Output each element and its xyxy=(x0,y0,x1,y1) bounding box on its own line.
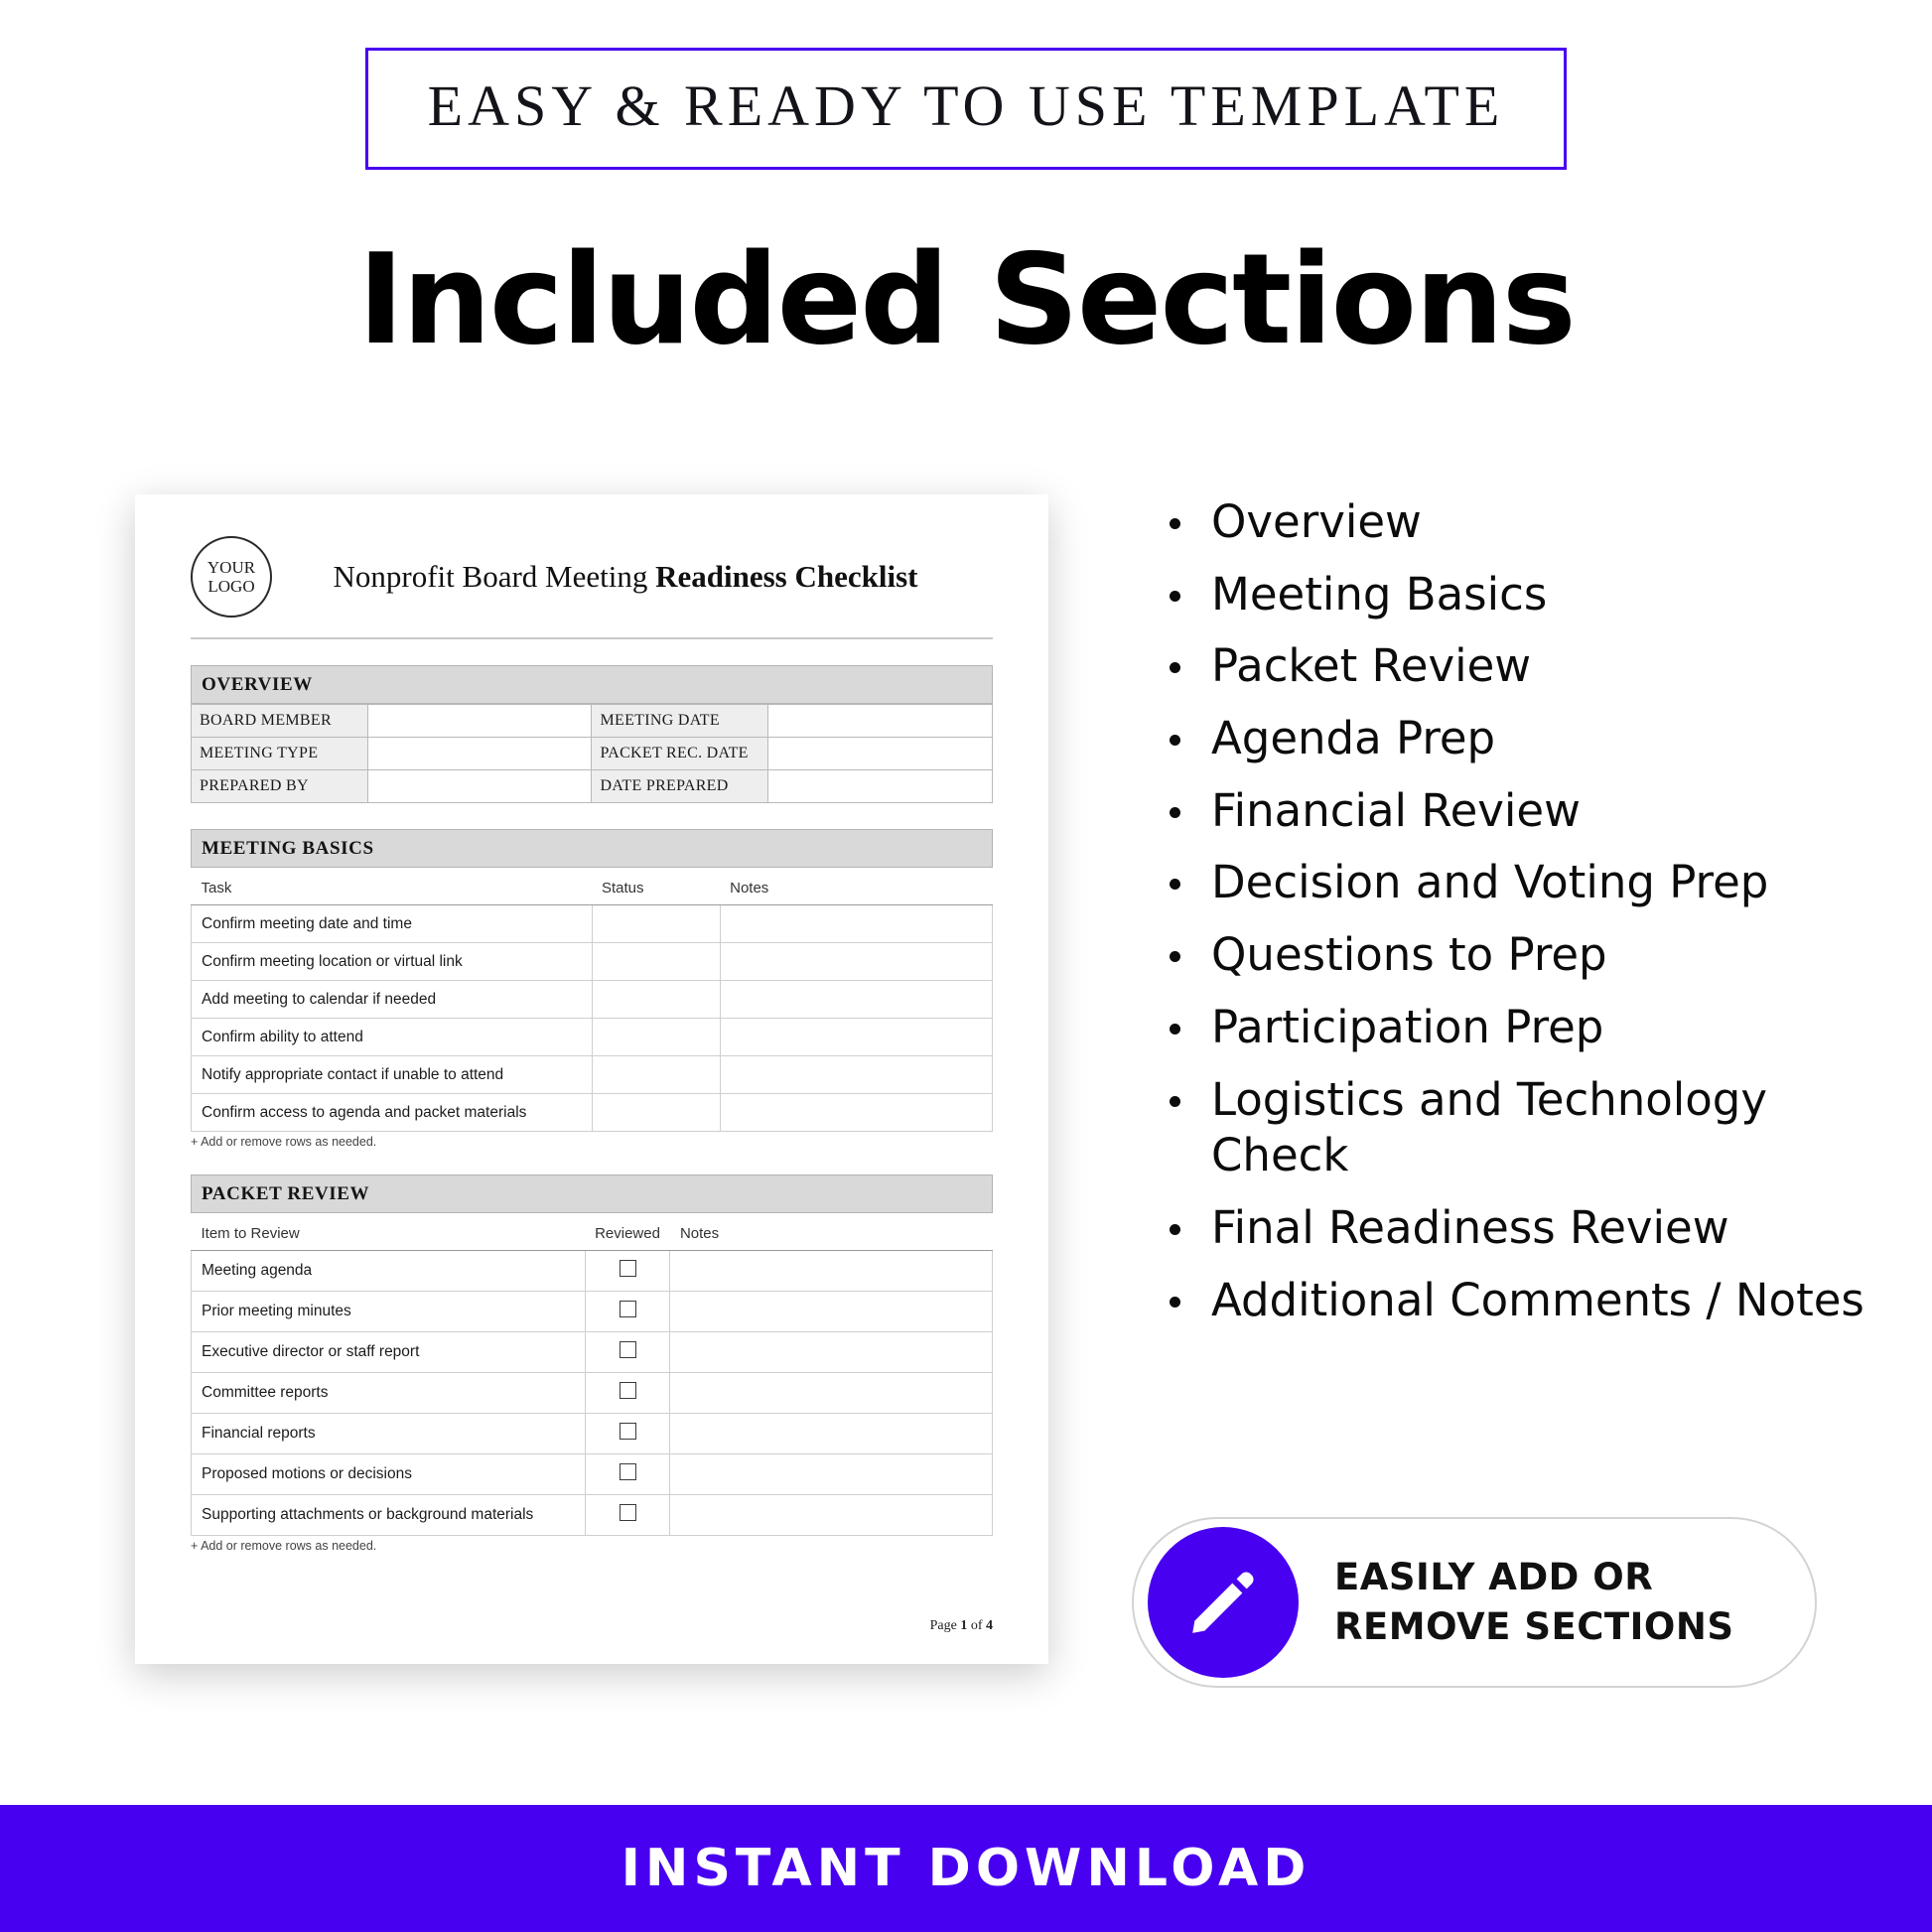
overview-value[interactable] xyxy=(768,770,993,803)
page-total: 4 xyxy=(986,1618,993,1633)
cta-pill[interactable] xyxy=(1132,1517,1817,1688)
checkbox-icon[interactable] xyxy=(620,1463,636,1480)
notes-cell[interactable] xyxy=(670,1292,993,1332)
list-item: Agenda Prep xyxy=(1152,711,1876,767)
table-row xyxy=(192,1251,993,1292)
reviewed-cell[interactable] xyxy=(585,1454,670,1495)
notes-cell[interactable] xyxy=(720,1094,992,1132)
notes-cell[interactable] xyxy=(720,943,992,981)
table-row xyxy=(192,1019,993,1056)
table-row xyxy=(192,905,993,943)
checkbox-icon[interactable] xyxy=(620,1260,636,1277)
top-banner-text: EASY & READY TO USE TEMPLATE xyxy=(427,73,1505,138)
notes-cell[interactable] xyxy=(670,1454,993,1495)
table-row xyxy=(192,738,993,770)
list-item: Questions to Prep xyxy=(1152,927,1876,984)
checkbox-icon[interactable] xyxy=(620,1301,636,1317)
cta-text xyxy=(1334,1553,1734,1652)
document-title-regular: Nonprofit Board Meeting xyxy=(333,559,656,594)
notes-cell[interactable] xyxy=(720,1019,992,1056)
table-row xyxy=(192,1094,993,1132)
cta-line-2: REMOVE SECTIONS xyxy=(1334,1605,1734,1648)
cta-line-1: EASILY ADD OR xyxy=(1334,1556,1654,1599)
list-item: Final Readiness Review xyxy=(1152,1200,1876,1257)
document-title xyxy=(298,559,993,595)
task-label: Notify appropriate contact if unable to attend xyxy=(192,1056,593,1094)
logo-line-1: YOUR xyxy=(207,557,256,577)
status-cell[interactable] xyxy=(592,943,720,981)
table-row xyxy=(192,981,993,1019)
overview-label: BOARD MEMBER xyxy=(192,705,368,738)
reviewed-cell[interactable] xyxy=(585,1292,670,1332)
status-cell[interactable] xyxy=(592,905,720,943)
list-item: Additional Comments / Notes xyxy=(1152,1273,1876,1329)
top-banner xyxy=(365,48,1567,170)
table-row xyxy=(192,1373,993,1414)
overview-label: PREPARED BY xyxy=(192,770,368,803)
logo-placeholder xyxy=(191,536,272,618)
task-label: Confirm meeting location or virtual link xyxy=(192,943,593,981)
top-banner-container xyxy=(0,48,1932,170)
overview-table xyxy=(191,704,993,803)
overview-label: PACKET REC. DATE xyxy=(592,738,768,770)
table-header-row xyxy=(192,1221,993,1251)
checkbox-icon[interactable] xyxy=(620,1504,636,1521)
overview-label: MEETING TYPE xyxy=(192,738,368,770)
list-item: Financial Review xyxy=(1152,783,1876,840)
task-label: Confirm meeting date and time xyxy=(192,905,593,943)
reviewed-cell[interactable] xyxy=(585,1414,670,1454)
pencil-icon xyxy=(1180,1560,1266,1645)
section-heading-overview: OVERVIEW xyxy=(191,665,993,704)
section-heading-packet-review: PACKET REVIEW xyxy=(191,1174,993,1213)
table-row xyxy=(192,1414,993,1454)
list-item: Participation Prep xyxy=(1152,1000,1876,1056)
notes-cell[interactable] xyxy=(670,1414,993,1454)
table-row xyxy=(192,1332,993,1373)
document-title-bold: Readiness Checklist xyxy=(655,559,918,594)
sections-list xyxy=(1152,494,1876,1344)
checkbox-icon[interactable] xyxy=(620,1382,636,1399)
table-header-row xyxy=(192,876,993,905)
table-row xyxy=(192,1056,993,1094)
document-header xyxy=(191,536,993,639)
status-cell[interactable] xyxy=(592,1056,720,1094)
page-label-prefix: Page xyxy=(929,1618,961,1633)
item-label: Financial reports xyxy=(192,1414,586,1454)
item-label: Supporting attachments or background materials xyxy=(192,1495,586,1536)
document-body xyxy=(135,494,1048,1664)
meeting-basics-table xyxy=(191,876,993,1132)
checkbox-icon[interactable] xyxy=(620,1423,636,1440)
status-cell[interactable] xyxy=(592,1019,720,1056)
reviewed-cell[interactable] xyxy=(585,1373,670,1414)
page-title: Included Sections xyxy=(357,226,1575,372)
table-row xyxy=(192,770,993,803)
table-row xyxy=(192,943,993,981)
notes-cell[interactable] xyxy=(720,905,992,943)
page-current: 1 xyxy=(960,1618,968,1633)
column-header-item: Item to Review xyxy=(192,1221,586,1251)
section-heading-meeting-basics: MEETING BASICS xyxy=(191,829,993,868)
list-item: Packet Review xyxy=(1152,638,1876,695)
notes-cell[interactable] xyxy=(670,1332,993,1373)
table-row xyxy=(192,1292,993,1332)
reviewed-cell[interactable] xyxy=(585,1332,670,1373)
status-cell[interactable] xyxy=(592,1094,720,1132)
list-item: Decision and Voting Prep xyxy=(1152,855,1876,911)
overview-value[interactable] xyxy=(367,770,592,803)
overview-value[interactable] xyxy=(367,738,592,770)
reviewed-cell[interactable] xyxy=(585,1251,670,1292)
overview-value[interactable] xyxy=(768,738,993,770)
packet-review-footnote: + Add or remove rows as needed. xyxy=(191,1539,377,1553)
list-item: Meeting Basics xyxy=(1152,567,1876,623)
table-row xyxy=(192,1495,993,1536)
table-row xyxy=(192,705,993,738)
document-preview xyxy=(135,494,1048,1664)
item-label: Committee reports xyxy=(192,1373,586,1414)
notes-cell[interactable] xyxy=(670,1373,993,1414)
list-item: Logistics and Technology Check xyxy=(1152,1072,1876,1184)
notes-cell[interactable] xyxy=(720,981,992,1019)
meeting-basics-footnote: + Add or remove rows as needed. xyxy=(191,1135,377,1149)
column-header-reviewed: Reviewed xyxy=(585,1221,670,1251)
item-label: Prior meeting minutes xyxy=(192,1292,586,1332)
reviewed-cell[interactable] xyxy=(585,1495,670,1536)
page-middle: of xyxy=(967,1618,986,1633)
column-header-notes: Notes xyxy=(720,876,992,905)
task-label: Add meeting to calendar if needed xyxy=(192,981,593,1019)
checkbox-icon[interactable] xyxy=(620,1341,636,1358)
task-label: Confirm access to agenda and packet materials xyxy=(192,1094,593,1132)
task-label: Confirm ability to attend xyxy=(192,1019,593,1056)
item-label: Executive director or staff report xyxy=(192,1332,586,1373)
item-label: Meeting agenda xyxy=(192,1251,586,1292)
item-label: Proposed motions or decisions xyxy=(192,1454,586,1495)
status-cell[interactable] xyxy=(592,981,720,1019)
notes-cell[interactable] xyxy=(720,1056,992,1094)
overview-value[interactable] xyxy=(367,705,592,738)
logo-line-2: LOGO xyxy=(207,577,255,596)
overview-label: DATE PREPARED xyxy=(592,770,768,803)
column-header-notes: Notes xyxy=(670,1221,993,1251)
overview-value[interactable] xyxy=(768,705,993,738)
footer-bar xyxy=(0,1805,1932,1932)
page-number xyxy=(191,1606,993,1634)
overview-label: MEETING DATE xyxy=(592,705,768,738)
footer-text: INSTANT DOWNLOAD xyxy=(621,1839,1311,1898)
column-header-status: Status xyxy=(592,876,720,905)
notes-cell[interactable] xyxy=(670,1251,993,1292)
list-item: Overview xyxy=(1152,494,1876,551)
packet-review-table xyxy=(191,1221,993,1536)
notes-cell[interactable] xyxy=(670,1495,993,1536)
pencil-icon-badge xyxy=(1148,1527,1299,1678)
table-row xyxy=(192,1454,993,1495)
column-header-task: Task xyxy=(192,876,593,905)
